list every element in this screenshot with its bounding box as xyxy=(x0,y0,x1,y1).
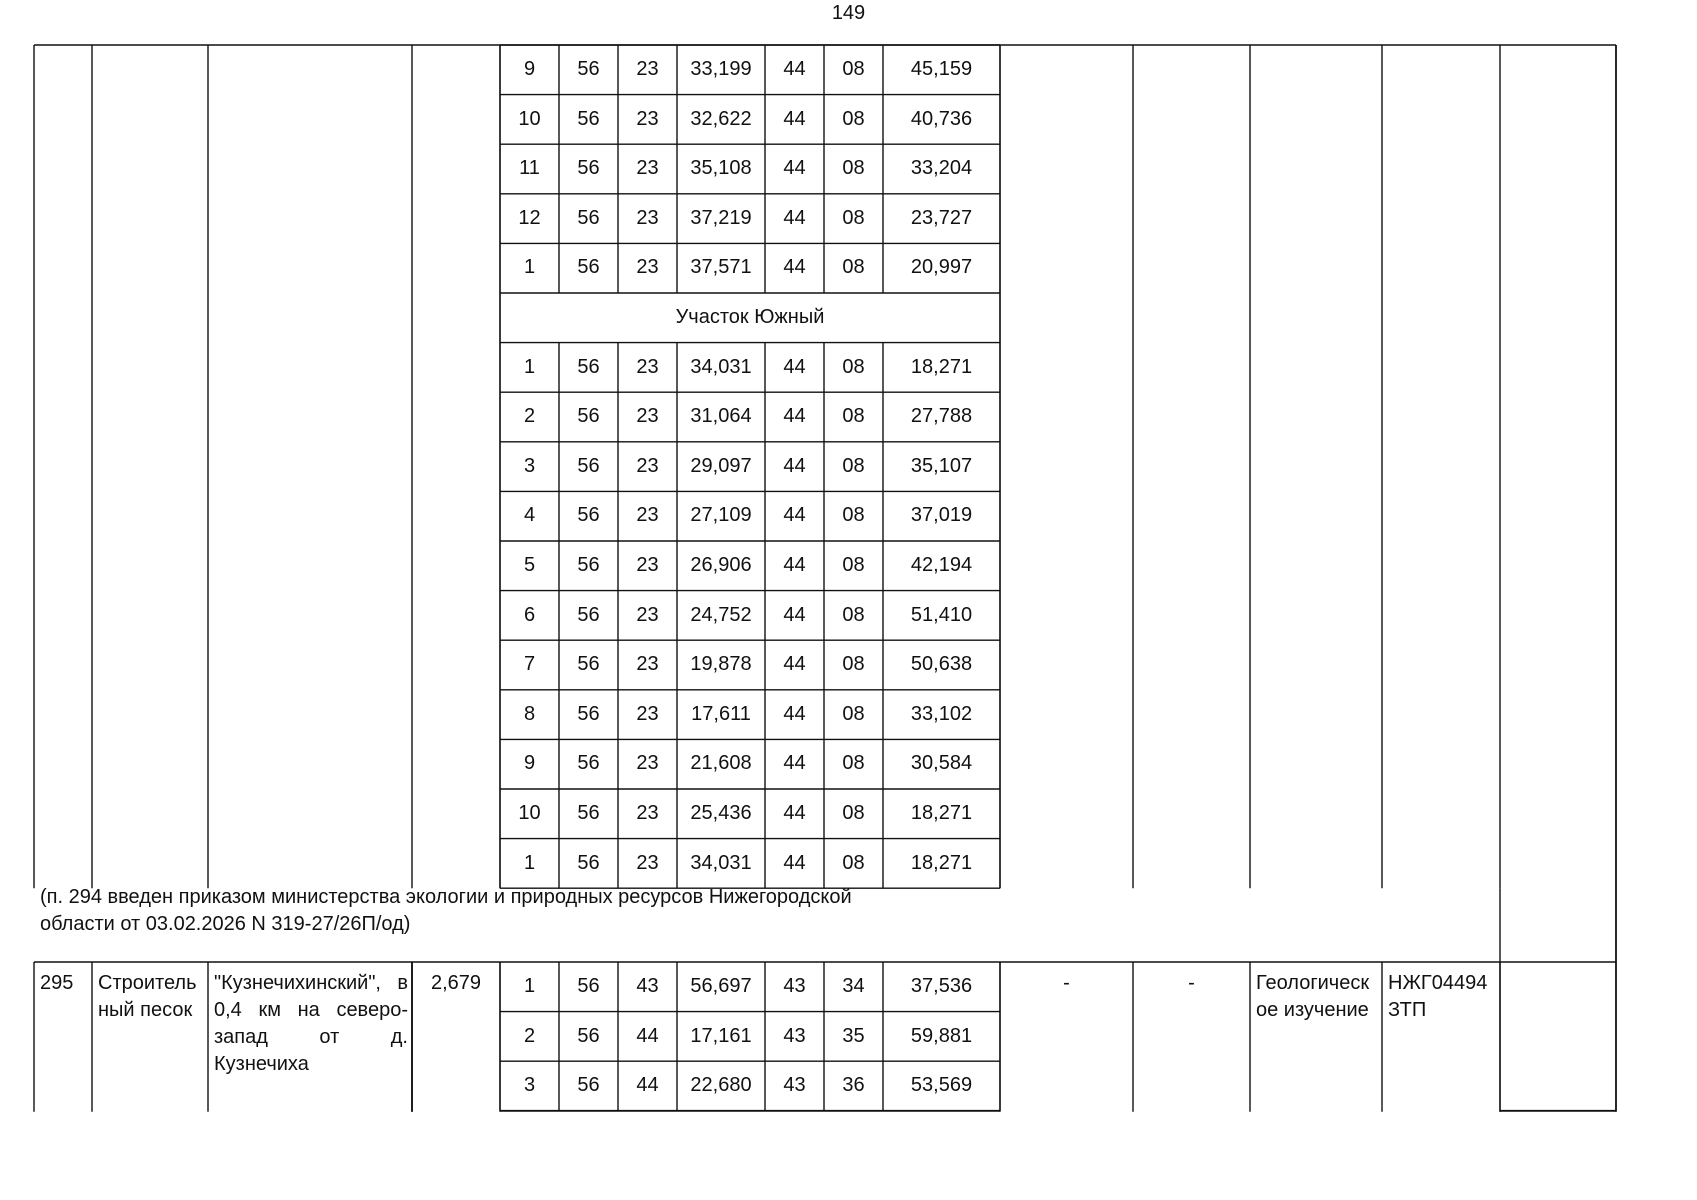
coordinate-cell: 23 xyxy=(636,256,659,279)
coordinate-cell: 08 xyxy=(842,554,865,576)
dash-cell: - xyxy=(1063,972,1070,994)
coordinate-cell: 08 xyxy=(842,58,865,80)
coordinate-cell: 23 xyxy=(636,554,659,576)
coordinate-cell: 36 xyxy=(842,1074,865,1097)
coordinate-cell: 56 xyxy=(577,256,600,279)
coordinate-cell: 35 xyxy=(842,1024,865,1047)
coordinate-cell: 23 xyxy=(636,504,659,527)
coordinate-cell: 23 xyxy=(636,851,659,874)
coordinate-cell: 31,064 xyxy=(690,405,752,428)
coordinate-cell: 27,788 xyxy=(910,405,973,428)
coordinate-cell: 43 xyxy=(783,975,806,997)
coordinate-cell: 44 xyxy=(783,157,806,180)
coordinate-cell: 56 xyxy=(577,454,600,477)
coordinate-cell: 08 xyxy=(842,454,865,477)
coordinate-cell: 1 xyxy=(523,256,536,279)
coordinate-cell: 08 xyxy=(842,752,865,775)
usage-type: Геологическ ое изучение xyxy=(1256,972,1370,1021)
coordinate-cell: 34,031 xyxy=(690,851,752,874)
coordinate-cell: 44 xyxy=(783,454,806,477)
coordinate-cell: 37,536 xyxy=(910,975,973,997)
coordinate-cell: 4 xyxy=(523,504,536,527)
coordinate-cell: 43 xyxy=(783,1074,806,1097)
coordinate-cell: 23 xyxy=(636,653,659,676)
coordinate-cell: 23 xyxy=(636,206,659,229)
coordinate-cell: 44 xyxy=(636,1024,659,1047)
coordinate-cell: 44 xyxy=(783,405,806,428)
coordinate-cell: 08 xyxy=(842,355,865,378)
coordinate-cell: 56 xyxy=(577,157,600,180)
coordinate-cell: 3 xyxy=(523,454,536,477)
coordinate-cell: 23 xyxy=(636,405,659,428)
coordinate-cell: 56 xyxy=(577,851,600,874)
coordinate-cell: 2 xyxy=(523,1024,536,1047)
area-value: 2,679 xyxy=(430,972,482,994)
coordinate-cell: 08 xyxy=(842,851,865,874)
coordinate-cell: 59,881 xyxy=(910,1024,973,1047)
site-location: "Кузнечихинский", в 0,4 км на северо-запад от д. Кузнечиха xyxy=(214,972,408,1075)
coordinate-cell: 53,569 xyxy=(910,1074,973,1097)
coordinate-cell: 24,752 xyxy=(690,603,752,626)
coordinate-cell: 7 xyxy=(523,653,536,676)
coordinate-cell: 10 xyxy=(518,107,541,130)
coordinate-cell: 44 xyxy=(783,355,806,378)
coordinate-cell: 21,608 xyxy=(690,752,752,775)
coordinate-cell: 17,161 xyxy=(690,1024,752,1047)
mineral-type: Строитель ный песок xyxy=(98,972,197,1021)
coordinate-cell: 23 xyxy=(636,702,659,725)
coordinate-cell: 23,727 xyxy=(910,206,973,229)
coordinate-cell: 20,997 xyxy=(910,256,973,279)
coordinate-cell: 08 xyxy=(842,107,865,130)
coordinate-cell: 56 xyxy=(577,1074,600,1097)
coordinate-cell: 44 xyxy=(783,256,806,279)
coordinate-cell: 37,219 xyxy=(690,206,752,229)
coordinate-cell: 08 xyxy=(842,802,865,824)
coordinate-cell: 23 xyxy=(636,107,659,130)
coordinate-cell: 56 xyxy=(577,1024,600,1047)
coordinate-cell: 44 xyxy=(783,58,806,80)
dash-cell: - xyxy=(1188,972,1195,994)
coordinate-cell: 37,019 xyxy=(910,504,973,527)
license-number: НЖГ04494 ЗТП xyxy=(1388,972,1488,1021)
coordinate-cell: 08 xyxy=(842,157,865,180)
coordinate-cell: 56 xyxy=(577,206,600,229)
coordinate-cell: 9 xyxy=(523,752,536,775)
coordinate-cell: 18,271 xyxy=(910,802,973,824)
coordinate-cell: 32,622 xyxy=(690,107,752,130)
coordinate-cell: 56 xyxy=(577,58,600,80)
coordinate-cell: 18,271 xyxy=(910,851,973,874)
coordinate-cell: 56 xyxy=(577,975,600,997)
coordinate-cell: 50,638 xyxy=(910,653,973,676)
coordinate-cell: 29,097 xyxy=(690,454,752,477)
coordinate-cell: 44 xyxy=(783,504,806,527)
coordinate-cell: 44 xyxy=(636,1074,659,1097)
coordinate-cell: 45,159 xyxy=(910,58,973,80)
coordinate-cell: 12 xyxy=(518,206,541,229)
coordinate-cell: 23 xyxy=(636,355,659,378)
coordinate-cell: 44 xyxy=(783,206,806,229)
coordinate-cell: 3 xyxy=(523,1074,536,1097)
coordinate-cell: 2 xyxy=(523,405,536,428)
coordinate-cell: 56 xyxy=(577,603,600,626)
coordinate-cell: 33,199 xyxy=(690,58,752,80)
coordinate-cell: 43 xyxy=(783,1024,806,1047)
coordinate-cell: 56 xyxy=(577,653,600,676)
coordinate-cell: 6 xyxy=(523,603,536,626)
coordinate-cell: 11 xyxy=(519,157,540,180)
coordinate-cell: 51,410 xyxy=(910,603,973,626)
coordinate-cell: 44 xyxy=(783,107,806,130)
coordinate-cell: 44 xyxy=(783,752,806,775)
coordinate-cell: 08 xyxy=(842,206,865,229)
coordinate-cell: 23 xyxy=(636,454,659,477)
coordinate-cell: 23 xyxy=(636,752,659,775)
section-title: Участок Южный xyxy=(675,306,825,328)
coordinate-cell: 56 xyxy=(577,107,600,130)
coordinate-cell: 44 xyxy=(783,851,806,874)
coordinate-cell: 33,102 xyxy=(910,702,973,725)
coordinate-cell: 56 xyxy=(577,702,600,725)
coordinate-cell: 9 xyxy=(523,58,536,80)
coordinate-cell: 08 xyxy=(842,504,865,527)
coordinate-cell: 56,697 xyxy=(690,975,752,997)
coordinate-cell: 44 xyxy=(783,702,806,725)
amendment-note: (п. 294 введен приказом министерства экологии и природных ресурсов Нижегородской области от 03.02.2026 N 319-27/26П/од) xyxy=(40,886,852,935)
coordinate-cell: 30,584 xyxy=(910,752,973,775)
coordinate-cell: 56 xyxy=(577,802,600,824)
coordinate-cell: 34 xyxy=(842,975,865,997)
coordinate-cell: 17,611 xyxy=(691,702,751,725)
coordinate-cell: 25,436 xyxy=(690,802,752,824)
coordinate-cell: 44 xyxy=(783,554,806,576)
coordinate-cell: 23 xyxy=(636,603,659,626)
coordinate-cell: 26,906 xyxy=(690,554,752,576)
coordinate-cell: 40,736 xyxy=(910,107,973,130)
coordinate-cell: 10 xyxy=(518,802,541,824)
coordinate-cell: 1 xyxy=(523,851,536,874)
coordinate-cell: 08 xyxy=(842,405,865,428)
coordinate-cell: 08 xyxy=(842,603,865,626)
coordinate-cell: 27,109 xyxy=(690,504,752,527)
coordinate-cell: 44 xyxy=(783,802,806,824)
coordinate-cell: 23 xyxy=(636,157,659,180)
coordinate-cell: 18,271 xyxy=(910,355,973,378)
coordinate-cell: 33,204 xyxy=(910,157,973,180)
page-number: 149 xyxy=(831,2,866,24)
coordinate-cell: 43 xyxy=(636,975,659,997)
coordinate-cell: 35,108 xyxy=(690,157,752,180)
coordinate-cell: 56 xyxy=(577,355,600,378)
coordinate-cell: 44 xyxy=(783,653,806,676)
coordinate-cell: 1 xyxy=(523,355,536,378)
coordinate-cell: 35,107 xyxy=(910,454,973,477)
coordinate-cell: 44 xyxy=(783,603,806,626)
coordinate-cell: 1 xyxy=(523,975,536,997)
coordinate-cell: 56 xyxy=(577,752,600,775)
coordinate-cell: 08 xyxy=(842,256,865,279)
coordinate-cell: 19,878 xyxy=(690,653,752,676)
coordinate-cell: 22,680 xyxy=(690,1074,752,1097)
coordinate-cell: 37,571 xyxy=(690,256,752,279)
coordinate-cell: 8 xyxy=(523,702,536,725)
entry-number: 295 xyxy=(40,972,74,994)
coordinate-cell: 56 xyxy=(577,405,600,428)
coordinate-cell: 56 xyxy=(577,554,600,576)
coordinate-cell: 08 xyxy=(842,653,865,676)
coordinate-cell: 42,194 xyxy=(910,554,973,576)
coordinate-cell: 23 xyxy=(636,58,659,80)
coordinate-cell: 08 xyxy=(842,702,865,725)
coordinate-cell: 56 xyxy=(577,504,600,527)
coordinate-cell: 34,031 xyxy=(690,355,752,378)
coordinate-cell: 5 xyxy=(523,554,536,576)
coordinate-cell: 23 xyxy=(636,802,659,824)
